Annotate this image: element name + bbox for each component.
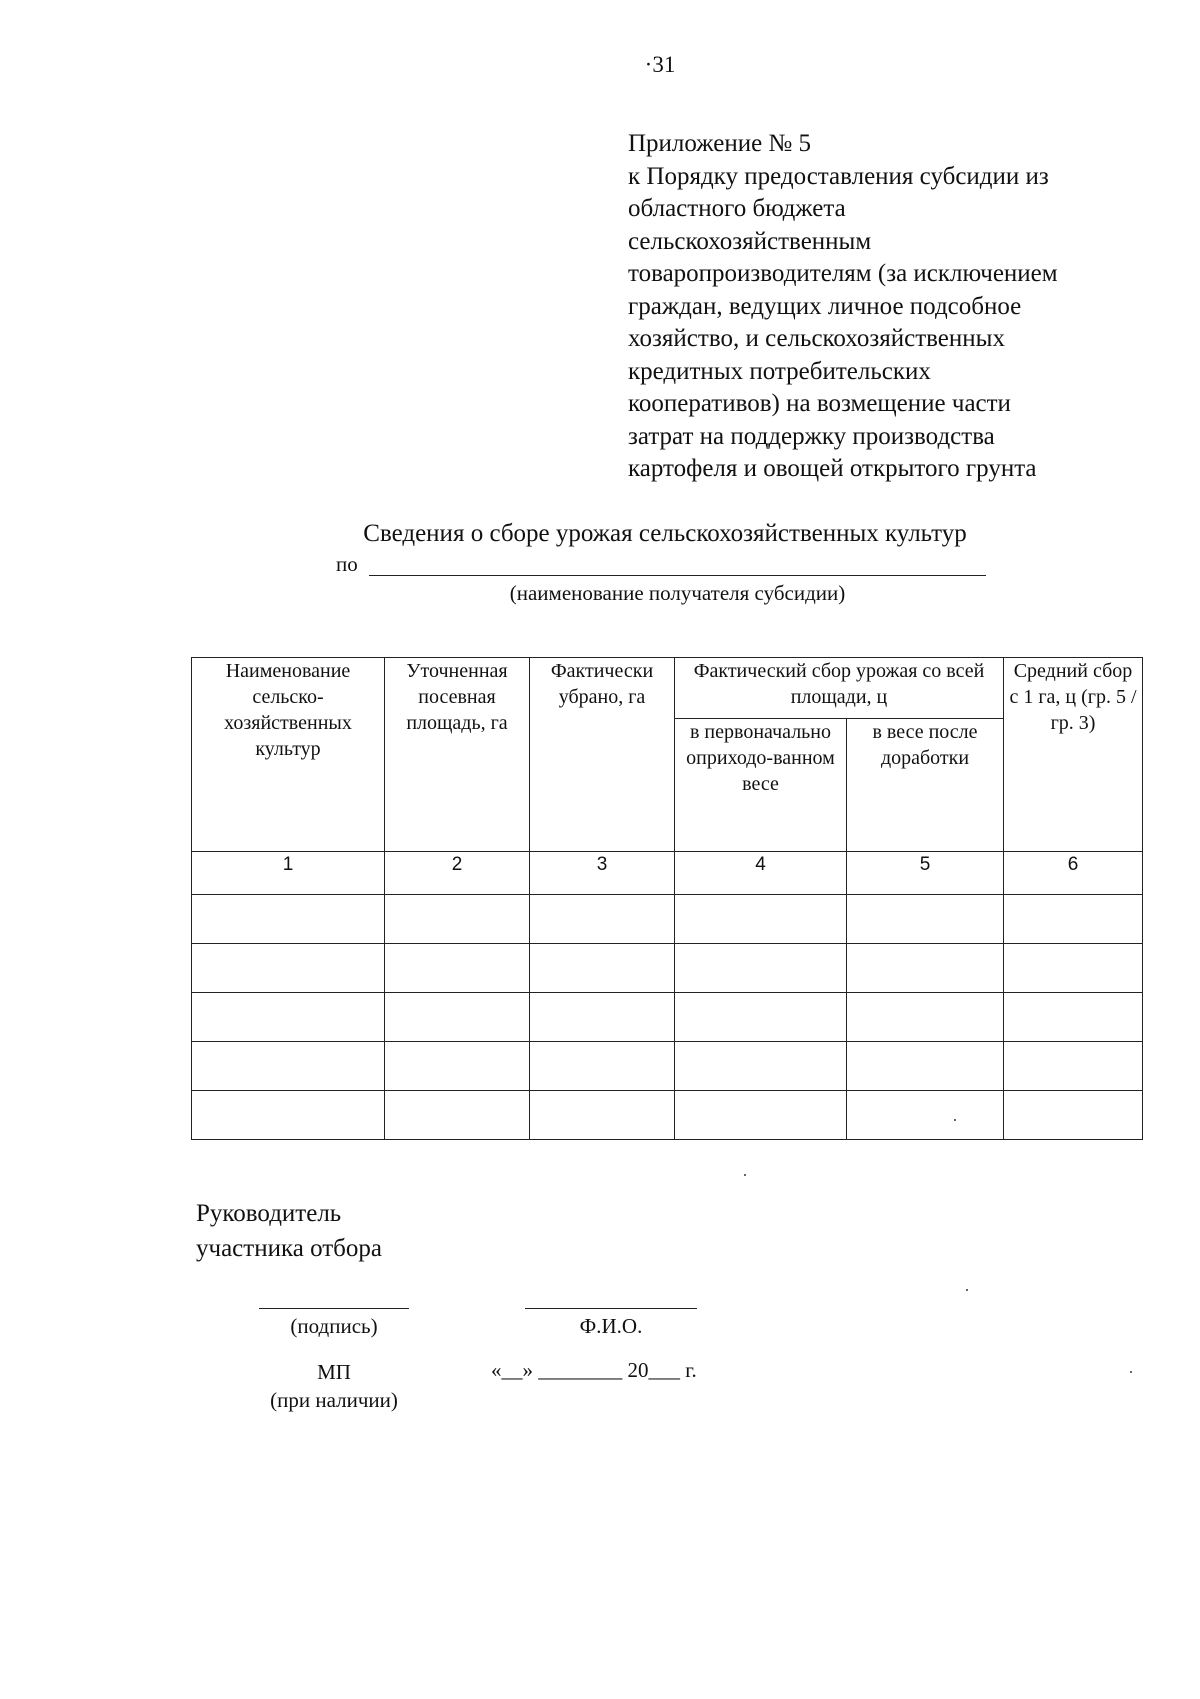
table-cell[interactable] [385, 944, 530, 993]
table-cell[interactable] [385, 993, 530, 1042]
table-cell[interactable] [192, 993, 385, 1042]
full-name-line[interactable] [525, 1308, 697, 1309]
table-cell[interactable] [847, 895, 1004, 944]
appendix-line: хозяйство, и сельскохозяйственных [628, 325, 1005, 352]
table-cell[interactable] [675, 993, 847, 1042]
table-cell[interactable] [675, 1042, 847, 1091]
table-cell[interactable] [1004, 944, 1143, 993]
header-actual-harvest: Фактический сбор урожая со всей площади, ц [675, 658, 1004, 719]
table-cell[interactable] [530, 895, 675, 944]
table-cell[interactable] [530, 993, 675, 1042]
form-heading: Сведения о сборе урожая сельскохозяйственных культур [363, 520, 967, 547]
table-cell[interactable] [530, 944, 675, 993]
column-number: 1 [192, 852, 385, 895]
table-cell[interactable] [385, 895, 530, 944]
date-field[interactable]: «__» ________ 20___ г. [491, 1358, 697, 1382]
table-cell[interactable] [385, 1042, 530, 1091]
column-number: 3 [530, 852, 675, 895]
table-cell[interactable] [530, 1091, 675, 1140]
table-cell[interactable] [1004, 1091, 1143, 1140]
column-number: 6 [1004, 852, 1143, 895]
appendix-block [628, 128, 1148, 486]
appendix-line: к Порядку предоставления субсидии из [628, 162, 1049, 190]
column-number: 4 [675, 852, 847, 895]
scan-speck [954, 1119, 956, 1121]
table-cell[interactable] [1004, 895, 1143, 944]
scan-speck [744, 1174, 746, 1176]
recipient-name-field[interactable] [369, 575, 986, 576]
appendix-line: кредитных потребительских [628, 357, 931, 385]
appendix-title: Приложение № 5 [628, 130, 812, 157]
table-cell[interactable] [192, 895, 385, 944]
signatory-title-line: Руководитель [196, 1200, 342, 1227]
signatory-title [196, 1196, 382, 1266]
header-sown-area: Уточненная посевная площадь, га [385, 658, 530, 852]
column-number: 5 [847, 852, 1004, 895]
table-cell[interactable] [1004, 993, 1143, 1042]
table-row [192, 895, 1143, 944]
stamp-label: МП [317, 1360, 351, 1384]
table-cell[interactable] [675, 895, 847, 944]
table-cell[interactable] [385, 1091, 530, 1140]
table-cell[interactable] [192, 944, 385, 993]
column-number-row [192, 852, 1143, 895]
appendix-line: кооперативов) на возмещение части [628, 390, 1011, 417]
table-row [192, 1091, 1143, 1140]
table-cell[interactable] [1004, 1042, 1143, 1091]
appendix-line: товаропроизводителям (за исключением [628, 260, 1058, 287]
harvest-table [191, 657, 1143, 1140]
appendix-line: граждан, ведущих личное подсобное [628, 292, 1022, 320]
column-number: 2 [385, 852, 530, 895]
table-cell[interactable] [192, 1042, 385, 1091]
stamp-note: (при наличии) [270, 1388, 398, 1412]
table-cell[interactable] [847, 944, 1004, 993]
header-weight-after-processing: в весе после доработки [847, 719, 1004, 852]
recipient-caption: (наименование получателя субсидии) [509, 581, 846, 605]
table-row [192, 993, 1143, 1042]
signature-caption: (подпись) [290, 1314, 378, 1338]
table-row [192, 944, 1143, 993]
full-name-caption: Ф.И.О. [579, 1314, 643, 1338]
header-average-yield: Средний сбор с 1 га, ц (гр. 5 / гр. 3) [1004, 658, 1143, 852]
appendix-line: затрат на поддержку производства [628, 422, 995, 450]
table-cell[interactable] [675, 1091, 847, 1140]
header-initial-weight: в первоначально оприходо-ванном весе [675, 719, 847, 852]
stamp-block [249, 1358, 419, 1414]
page-number: ·31 [644, 52, 676, 77]
scan-speck [966, 1289, 968, 1291]
appendix-line: областного бюджета [628, 195, 846, 222]
signatory-title-line: участника отбора [196, 1235, 382, 1262]
po-label: по [336, 552, 358, 576]
table-row [192, 1042, 1143, 1091]
appendix-line: сельскохозяйственным [628, 227, 872, 255]
table-cell[interactable] [530, 1042, 675, 1091]
appendix-line: картофеля и овощей открытого грунта [628, 455, 1037, 482]
header-harvested-area: Фактически убрано, га [530, 658, 675, 852]
table-cell[interactable] [847, 1042, 1004, 1091]
table-cell[interactable] [192, 1091, 385, 1140]
table-cell[interactable] [847, 993, 1004, 1042]
table-cell[interactable] [675, 944, 847, 993]
scan-speck [1130, 1371, 1132, 1373]
table-cell[interactable] [847, 1091, 1004, 1140]
signature-line[interactable] [259, 1308, 409, 1309]
header-crop-name: Наименование сельско-хозяйственных культур [192, 658, 385, 852]
